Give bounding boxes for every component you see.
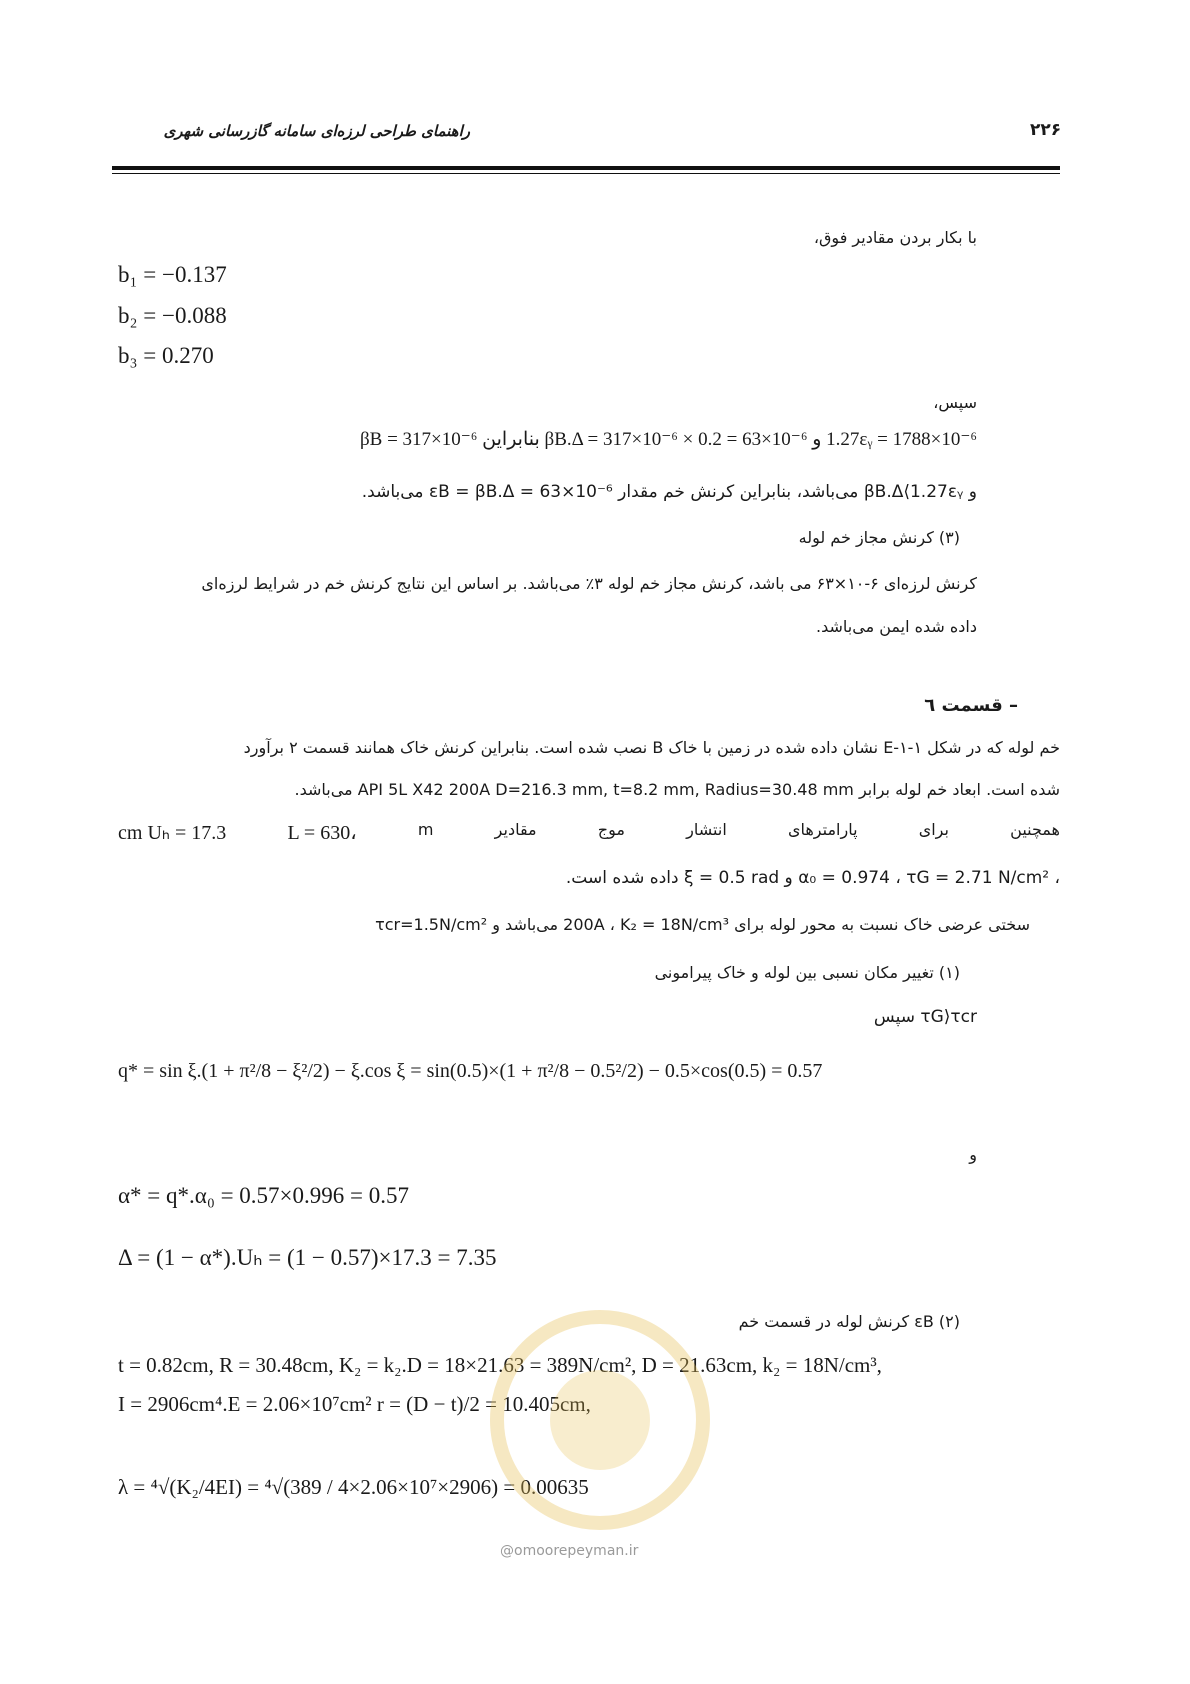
delta-equation: Δ = (1 − α*).Uₕ = (1 − 0.57)×17.3 = 7.35 <box>118 1245 497 1270</box>
allowable-paragraph-line2: داده شده ایمن می‌باشد. <box>816 617 977 636</box>
subheading-allowable-strain: (۳) کرنش مجاز خم لوله <box>798 528 960 547</box>
watermark-text: @omoorepeyman.ir <box>500 1543 639 1559</box>
alpha-star-equation: α* = q*.α₀ = 0.57×0.996 = 0.57 <box>118 1183 410 1208</box>
word: موج <box>597 820 625 839</box>
wave-parameters-line <box>118 820 1060 845</box>
beta-equation-line: 1.27εᵧ = 1788×10⁻⁶ و βB.Δ = 317×10⁻⁶ × 0.2 = 63×10⁻⁶ بنابراین βB = 317×10⁻⁶ <box>359 429 977 450</box>
page-number: ۲۲۶ <box>1030 120 1062 140</box>
word: پارامترهای <box>787 820 858 839</box>
section6-paragraph-line1: خم لوله که در شکل E-۱-۱ نشان داده شده در زمین با خاک B نصب شده است. بنابراین کرنش خاک همانند قسمت ۲ برآورد <box>243 738 1060 757</box>
word: انتشار <box>686 820 727 839</box>
intro-text: با بکار بردن مقادیر فوق، <box>813 228 977 247</box>
running-header-title: راهنمای طراحی لرزه‌ای سامانه گازرسانی شهری <box>163 122 470 140</box>
watermark-seal-center <box>550 1370 650 1470</box>
strain-compare-line: و βB.Δ⟨1.27εᵧ می‌باشد، بنابراین کرنش خم مقدار εB = βB.Δ = 63×10⁻⁶ می‌باشد. <box>361 482 977 502</box>
b2-equation: b₂ = −0.088 <box>118 303 227 328</box>
subheading-relative-displacement: (۱) تغییر مکان نسبی بین لوله و خاک پیرامونی <box>654 963 960 982</box>
soil-parameters-line: ، α₀ = 0.974 ، τG = 2.71 N/cm² و ξ = 0.5 rad داده شده است. <box>565 868 1060 888</box>
section-6-heading: – قسمت ٦ <box>924 695 1018 716</box>
uh-value: cm Uₕ = 17.3 <box>118 822 227 844</box>
b1-equation: b₁ = −0.137 <box>118 262 227 287</box>
header-rule-thick <box>112 166 1060 170</box>
q-star-equation: q* = sin ξ.(1 + π²/8 − ξ²/2) − ξ.cos ξ = sin(0.5)×(1 + π²/8 − 0.5²/2) − 0.5×cos(0.5) = 0.57 <box>118 1060 823 1082</box>
subheading-bend-strain: (۲) εB کرنش لوله در قسمت خم <box>738 1312 960 1331</box>
sepas-text: سپس، <box>933 393 977 412</box>
tau-condition: τG⟩τcr سپس <box>873 1007 977 1027</box>
pipe-parameters-line1: t = 0.82cm, R = 30.48cm, K₂ = k₂.D = 18×21.63 = 389N/cm², D = 21.63cm, k₂ = 18N/cm³, <box>118 1353 882 1377</box>
section6-paragraph-line2: شده است. ابعاد خم لوله برابر API 5L X42 200A D=216.3 mm, t=8.2 mm, Radius=30.48 mm می‌باشد. <box>294 780 1060 799</box>
lambda-equation: λ = ⁴√(K₂/4EI) = ⁴√(389 / 4×2.06×10⁷×2906) = 0.00635 <box>118 1475 589 1499</box>
pipe-parameters-line2: I = 2906cm⁴.E = 2.06×10⁷cm² r = (D − t)/2 = 10.405cm, <box>118 1392 591 1416</box>
header-rule-thin <box>112 173 1060 174</box>
word: همچنین <box>1010 820 1060 839</box>
word: m <box>417 820 434 839</box>
word: مقادیر <box>494 820 537 839</box>
stiffness-line: سختی عرضی خاک نسبت به محور لوله برای 200A ، K₂ = 18N/cm³ می‌باشد و τcr=1.5N/cm² <box>375 915 1030 934</box>
b3-equation: b₃ = 0.270 <box>118 343 214 368</box>
word: برای <box>918 820 949 839</box>
and-text: و <box>969 1145 977 1164</box>
length-value: ،L = 630 <box>287 822 357 844</box>
allowable-paragraph-line1: کرنش لرزه‌ای ۶-۱۰×۶۳ می باشد، کرنش مجاز خم لوله ۳٪ می‌باشد. بر اساس این نتایج کرنش خم در شرایط لرزه‌ای <box>201 574 977 593</box>
